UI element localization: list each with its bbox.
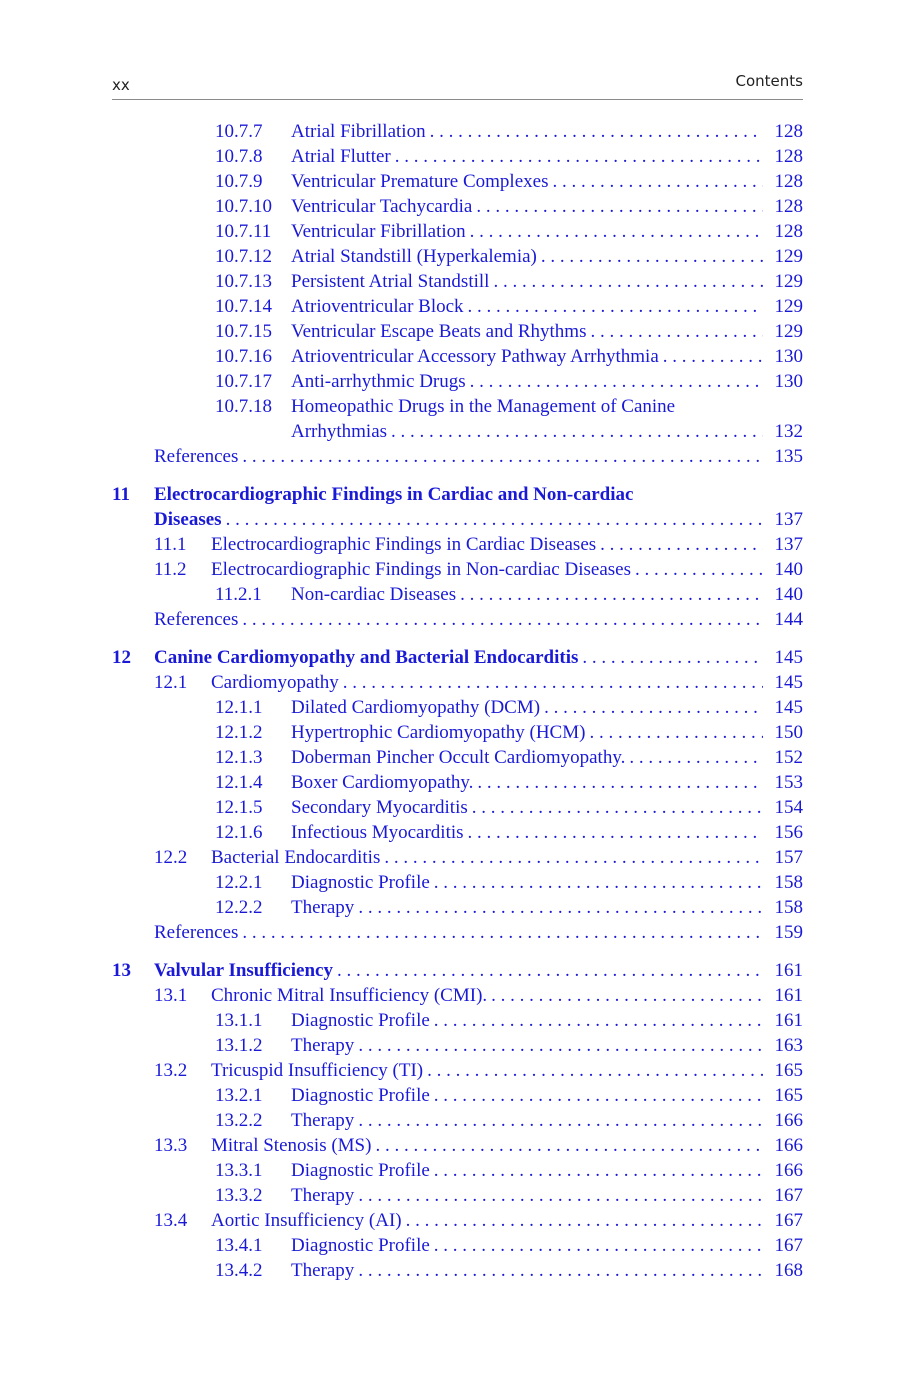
dot-leader xyxy=(434,1158,763,1183)
toc-entry-line xyxy=(291,870,803,895)
toc-entry-page: 157 xyxy=(774,847,803,868)
toc-entry-number: 10.7.16 xyxy=(215,346,272,367)
toc-references-entry[interactable] xyxy=(112,920,803,945)
toc-entry-page: 128 xyxy=(774,121,803,142)
toc-entry-title: Arrhythmias xyxy=(291,421,388,442)
toc-entry-number: 11 xyxy=(112,484,130,505)
toc-entry-line xyxy=(211,1133,803,1158)
toc-entry-line xyxy=(291,169,803,194)
dot-leader xyxy=(468,820,763,845)
toc-section-entry[interactable] xyxy=(112,1158,803,1183)
dot-leader xyxy=(477,770,763,795)
toc-entry-title: Ventricular Premature Complexes xyxy=(291,171,549,192)
toc-entry-line xyxy=(291,1258,803,1283)
toc-entry-number: 12.1.4 xyxy=(215,772,263,793)
toc-entry-page: 161 xyxy=(774,985,803,1006)
toc-entry-number: 11.2 xyxy=(154,559,187,580)
toc-entry-title: Diseases xyxy=(154,509,222,530)
toc-entry-title: Homeopathic Drugs in the Management of Canine xyxy=(291,396,676,417)
dot-leader xyxy=(337,958,763,983)
dot-leader xyxy=(629,745,763,770)
toc-entry-title: Secondary Myocarditis xyxy=(291,797,468,818)
toc-entry-number: 13.2 xyxy=(154,1060,188,1081)
toc-entry-title: References xyxy=(154,922,239,943)
toc-entry-page: 135 xyxy=(774,446,803,467)
toc-section-entry[interactable] xyxy=(112,1008,803,1033)
toc-entry-page: 165 xyxy=(774,1085,803,1106)
toc-section-entry[interactable] xyxy=(112,670,803,695)
toc-chapter-entry[interactable] xyxy=(112,958,803,983)
toc-entry-title: Dilated Cardiomyopathy (DCM) xyxy=(291,697,541,718)
toc-entry-number: 13.4.1 xyxy=(215,1235,263,1256)
toc-entry-title: Doberman Pincher Occult Cardiomyopathy. xyxy=(291,747,626,768)
dot-leader xyxy=(358,1033,763,1058)
toc-section-entry[interactable] xyxy=(112,394,803,419)
toc-section-entry[interactable] xyxy=(112,1108,803,1133)
header-rule xyxy=(112,99,803,100)
dot-leader xyxy=(242,920,763,945)
toc-entry-line xyxy=(211,1058,803,1083)
toc-entry-number: 13.2.2 xyxy=(215,1110,263,1131)
toc-entry-line xyxy=(291,1083,803,1108)
toc-entry-page: 167 xyxy=(774,1185,803,1206)
dot-leader xyxy=(406,1208,763,1233)
dot-leader xyxy=(226,507,763,532)
toc-section-entry[interactable] xyxy=(112,845,803,870)
toc-entry-page: 168 xyxy=(774,1260,803,1281)
toc-entry-title: Cardiomyopathy xyxy=(211,672,339,693)
toc-entry-page: 128 xyxy=(774,146,803,167)
toc-entry-number: 10.7.7 xyxy=(215,121,263,142)
dot-leader xyxy=(491,983,763,1008)
toc-entry-line xyxy=(154,482,803,507)
toc-entry-line xyxy=(291,582,803,607)
toc-entry-page: 145 xyxy=(774,697,803,718)
toc-entry-number: 13.1.1 xyxy=(215,1010,263,1031)
toc-entry-title: References xyxy=(154,446,239,467)
toc-entry-page: 154 xyxy=(774,797,803,818)
toc-entry-line xyxy=(291,1008,803,1033)
dot-leader xyxy=(358,895,763,920)
toc-entry-page: 153 xyxy=(774,772,803,793)
dot-leader xyxy=(358,1183,763,1208)
toc-entry-page: 163 xyxy=(774,1035,803,1056)
toc-entry-number: 13 xyxy=(112,960,131,981)
toc-section-entry[interactable] xyxy=(112,369,803,394)
toc-entry-line xyxy=(291,194,803,219)
toc-entry-page: 166 xyxy=(774,1160,803,1181)
toc-section-entry[interactable] xyxy=(112,1258,803,1283)
toc-entry-number: 12.1.3 xyxy=(215,747,263,768)
toc-section-entry[interactable] xyxy=(112,582,803,607)
toc-entry-page: 156 xyxy=(774,822,803,843)
toc-entry-title: Electrocardiographic Findings in Cardiac and Non-cardiac xyxy=(154,484,634,505)
toc-entry-line xyxy=(291,720,803,745)
toc-section-entry[interactable] xyxy=(112,194,803,219)
toc-entry-number: 10.7.12 xyxy=(215,246,272,267)
toc-entry-title: Valvular Insufficiency xyxy=(154,960,333,981)
toc-entry-title: Diagnostic Profile xyxy=(291,1160,430,1181)
toc-entry-page: 167 xyxy=(774,1210,803,1231)
dot-leader xyxy=(541,244,763,269)
toc-section-entry[interactable] xyxy=(112,895,803,920)
toc-entry-title: Atrioventricular Accessory Pathway Arrhythmia xyxy=(291,346,659,367)
toc-chapter-entry[interactable] xyxy=(112,507,803,532)
toc-entry-page: 128 xyxy=(774,171,803,192)
toc-entry-page: 140 xyxy=(774,584,803,605)
toc-section-entry[interactable] xyxy=(112,294,803,319)
toc-entry-number: 13.2.1 xyxy=(215,1085,263,1106)
toc-entry-number: 13.1 xyxy=(154,985,188,1006)
dot-leader xyxy=(434,870,763,895)
toc-section-entry[interactable] xyxy=(112,244,803,269)
toc-entry-page: 150 xyxy=(774,722,803,743)
toc-entry-number: 13.3.1 xyxy=(215,1160,263,1181)
toc-entry-line xyxy=(154,958,803,983)
toc-entry-page: 158 xyxy=(774,897,803,918)
toc-section-entry[interactable] xyxy=(112,870,803,895)
toc-entry-line xyxy=(154,507,803,532)
toc-entry-page: 129 xyxy=(774,321,803,342)
toc-entry-number: 13.1.2 xyxy=(215,1035,263,1056)
running-header xyxy=(112,70,803,94)
toc-section-entry[interactable] xyxy=(112,1233,803,1258)
toc-entry-page: 161 xyxy=(774,960,803,981)
dot-leader xyxy=(663,344,763,369)
dot-leader xyxy=(552,169,763,194)
toc-entry-line xyxy=(291,895,803,920)
toc-entry-title: Diagnostic Profile xyxy=(291,1010,430,1031)
toc-entry-line xyxy=(291,219,803,244)
toc-entry-page: 145 xyxy=(774,672,803,693)
toc-entry-title: Chronic Mitral Insufficiency (CMI). xyxy=(211,985,488,1006)
toc-entry-number: 10.7.14 xyxy=(215,296,272,317)
toc-section-entry[interactable] xyxy=(112,344,803,369)
toc-entry-line xyxy=(291,144,803,169)
toc-entry-number: 12 xyxy=(112,647,131,668)
dot-leader xyxy=(544,695,763,720)
toc-entry-title: Atrial Flutter xyxy=(291,146,391,167)
toc-entry-line xyxy=(154,920,803,945)
dot-leader xyxy=(391,419,763,444)
toc-entry-line xyxy=(291,1033,803,1058)
toc-section-entry[interactable] xyxy=(112,1183,803,1208)
toc-entry-title: Mitral Stenosis (MS) xyxy=(211,1135,372,1156)
toc-entry-title: Ventricular Escape Beats and Rhythms xyxy=(291,321,587,342)
toc-section-entry[interactable] xyxy=(112,419,803,444)
toc-entry-number: 13.4.2 xyxy=(215,1260,263,1281)
toc-entry-page: 165 xyxy=(774,1060,803,1081)
dot-leader xyxy=(358,1258,763,1283)
toc-entry-line xyxy=(291,269,803,294)
toc-entry-title: Therapy xyxy=(291,1110,355,1131)
toc-entry-number: 12.2.1 xyxy=(215,872,263,893)
toc-entry-line xyxy=(211,983,803,1008)
toc-entry-title: Infectious Myocarditis xyxy=(291,822,464,843)
toc-entry-page: 132 xyxy=(774,421,803,442)
toc-entry-title: Atrioventricular Block xyxy=(291,296,464,317)
toc-entry-title: Therapy xyxy=(291,1260,355,1281)
dot-leader xyxy=(470,219,763,244)
toc-section-entry[interactable] xyxy=(112,1033,803,1058)
toc-entry-line xyxy=(211,557,803,582)
toc-section-entry[interactable] xyxy=(112,1058,803,1083)
toc-entry-title: Ventricular Fibrillation xyxy=(291,221,466,242)
toc-entry-title: Electrocardiographic Findings in Cardiac Diseases xyxy=(211,534,597,555)
toc-entry-title: Canine Cardiomyopathy and Bacterial Endocarditis xyxy=(154,647,579,668)
toc-entry-number: 12.2 xyxy=(154,847,188,868)
toc-entry-number: 12.1.2 xyxy=(215,722,263,743)
running-title: Contents xyxy=(735,72,803,90)
dot-leader xyxy=(460,582,763,607)
toc-entry-title: Diagnostic Profile xyxy=(291,872,430,893)
toc-entry-title: Hypertrophic Cardiomyopathy (HCM) xyxy=(291,722,586,743)
toc-entry-line xyxy=(291,1108,803,1133)
toc-entry-number: 12.1.5 xyxy=(215,797,263,818)
toc-section-entry[interactable] xyxy=(112,219,803,244)
toc-entry-number: 11.1 xyxy=(154,534,187,555)
toc-entry-title: Atrial Fibrillation xyxy=(291,121,426,142)
toc-entry-title: Boxer Cardiomyopathy. xyxy=(291,772,474,793)
dot-leader xyxy=(589,720,763,745)
toc-entry-title: Tricuspid Insufficiency (TI) xyxy=(211,1060,424,1081)
toc-entry-title: Diagnostic Profile xyxy=(291,1235,430,1256)
toc-entry-title: Therapy xyxy=(291,1185,355,1206)
toc-entry-page: 128 xyxy=(774,221,803,242)
toc-section-entry[interactable] xyxy=(112,770,803,795)
toc-entry-title: Bacterial Endocarditis xyxy=(211,847,381,868)
toc-entry-line xyxy=(291,795,803,820)
toc-entry-line xyxy=(154,607,803,632)
toc-section-entry[interactable] xyxy=(112,532,803,557)
toc-entry-line xyxy=(291,319,803,344)
toc-entry-number: 11.2.1 xyxy=(215,584,262,605)
toc-entry-page: 166 xyxy=(774,1135,803,1156)
toc-entry-page: 158 xyxy=(774,872,803,893)
toc-entry-number: 10.7.11 xyxy=(215,221,272,242)
toc-entry-number: 13.3.2 xyxy=(215,1185,263,1206)
toc-entry-page: 130 xyxy=(774,346,803,367)
toc-entry-page: 167 xyxy=(774,1235,803,1256)
toc-references-entry[interactable] xyxy=(112,444,803,469)
toc-entry-title: Anti-arrhythmic Drugs xyxy=(291,371,466,392)
toc-entry-title: Non-cardiac Diseases xyxy=(291,584,457,605)
toc-entry-title: Electrocardiographic Findings in Non-cardiac Diseases xyxy=(211,559,631,580)
toc-entry-page: 145 xyxy=(774,647,803,668)
dot-leader xyxy=(472,795,763,820)
toc-entry-page: 161 xyxy=(774,1010,803,1031)
toc-entry-page: 152 xyxy=(774,747,803,768)
toc-chapter-entry[interactable] xyxy=(112,482,803,507)
toc-entry-line xyxy=(291,1233,803,1258)
toc-entry-line xyxy=(291,344,803,369)
toc-entry-number: 10.7.13 xyxy=(215,271,272,292)
dot-leader xyxy=(600,532,763,557)
toc-section-entry[interactable] xyxy=(112,557,803,582)
toc-chapter-entry[interactable] xyxy=(112,645,803,670)
dot-leader xyxy=(395,144,763,169)
toc-section-entry[interactable] xyxy=(112,695,803,720)
toc-entry-line xyxy=(211,845,803,870)
toc-entry-number: 12.1 xyxy=(154,672,188,693)
toc-section-entry[interactable] xyxy=(112,745,803,770)
dot-leader xyxy=(375,1133,763,1158)
dot-leader xyxy=(242,607,763,632)
toc-section-entry[interactable] xyxy=(112,144,803,169)
toc-section-entry[interactable] xyxy=(112,269,803,294)
dot-leader xyxy=(384,845,763,870)
toc-entry-page: 129 xyxy=(774,271,803,292)
toc-entry-line xyxy=(291,369,803,394)
toc-entry-line xyxy=(291,1183,803,1208)
toc-section-entry[interactable] xyxy=(112,169,803,194)
dot-leader xyxy=(430,119,763,144)
toc-entry-line xyxy=(291,394,803,419)
toc-section-entry[interactable] xyxy=(112,1133,803,1158)
dot-leader xyxy=(434,1233,763,1258)
toc-references-entry[interactable] xyxy=(112,607,803,632)
toc-entry-line xyxy=(291,770,803,795)
dot-leader xyxy=(358,1108,763,1133)
toc-entry-page: 129 xyxy=(774,296,803,317)
dot-leader xyxy=(468,294,763,319)
dot-leader xyxy=(590,319,763,344)
toc-entry-title: Aortic Insufficiency (AI) xyxy=(211,1210,402,1231)
toc-entry-line xyxy=(291,820,803,845)
toc-section-entry[interactable] xyxy=(112,795,803,820)
toc-entry-title: Diagnostic Profile xyxy=(291,1085,430,1106)
toc-entry-number: 10.7.9 xyxy=(215,171,263,192)
toc-entry-line xyxy=(291,1158,803,1183)
toc-entry-title: References xyxy=(154,609,239,630)
table-of-contents xyxy=(112,119,803,1283)
toc-entry-page: 144 xyxy=(774,609,803,630)
toc-section-entry[interactable] xyxy=(112,1208,803,1233)
toc-entry-page: 129 xyxy=(774,246,803,267)
toc-entry-page: 140 xyxy=(774,559,803,580)
toc-entry-line xyxy=(154,444,803,469)
toc-entry-line xyxy=(291,294,803,319)
toc-entry-line xyxy=(291,745,803,770)
dot-leader xyxy=(493,269,763,294)
toc-entry-number: 10.7.8 xyxy=(215,146,263,167)
toc-entry-line xyxy=(211,532,803,557)
toc-entry-number: 13.4 xyxy=(154,1210,188,1231)
toc-entry-page: 130 xyxy=(774,371,803,392)
toc-entry-page: 128 xyxy=(774,196,803,217)
toc-entry-page: 137 xyxy=(774,509,803,530)
toc-entry-line xyxy=(291,419,803,444)
toc-section-entry[interactable] xyxy=(112,1083,803,1108)
toc-entry-title: Persistent Atrial Standstill xyxy=(291,271,490,292)
dot-leader xyxy=(476,194,763,219)
toc-entry-line xyxy=(154,645,803,670)
dot-leader xyxy=(470,369,763,394)
toc-section-entry[interactable] xyxy=(112,820,803,845)
dot-leader xyxy=(582,645,763,670)
toc-entry-title: Therapy xyxy=(291,1035,355,1056)
toc-entry-page: 166 xyxy=(774,1110,803,1131)
dot-leader xyxy=(635,557,763,582)
toc-entry-page: 137 xyxy=(774,534,803,555)
toc-entry-title: Therapy xyxy=(291,897,355,918)
toc-entry-line xyxy=(291,244,803,269)
dot-leader xyxy=(434,1008,763,1033)
toc-entry-number: 12.2.2 xyxy=(215,897,263,918)
page-number-roman: xx xyxy=(112,76,130,94)
toc-section-entry[interactable] xyxy=(112,983,803,1008)
toc-entry-line xyxy=(211,670,803,695)
toc-entry-line xyxy=(211,1208,803,1233)
toc-entry-title: Atrial Standstill (Hyperkalemia) xyxy=(291,246,537,267)
toc-entry-number: 12.1.1 xyxy=(215,697,263,718)
toc-entry-number: 10.7.15 xyxy=(215,321,272,342)
dot-leader xyxy=(434,1083,763,1108)
toc-entry-number: 12.1.6 xyxy=(215,822,263,843)
toc-entry-number: 10.7.18 xyxy=(215,396,272,417)
toc-section-entry[interactable] xyxy=(112,119,803,144)
toc-entry-line xyxy=(291,695,803,720)
dot-leader xyxy=(427,1058,763,1083)
toc-entry-title: Ventricular Tachycardia xyxy=(291,196,473,217)
toc-section-entry[interactable] xyxy=(112,319,803,344)
dot-leader xyxy=(242,444,763,469)
toc-entry-line xyxy=(291,119,803,144)
toc-entry-number: 10.7.10 xyxy=(215,196,272,217)
toc-entry-page: 159 xyxy=(774,922,803,943)
toc-section-entry[interactable] xyxy=(112,720,803,745)
toc-entry-number: 10.7.17 xyxy=(215,371,272,392)
toc-entry-number: 13.3 xyxy=(154,1135,188,1156)
dot-leader xyxy=(343,670,763,695)
